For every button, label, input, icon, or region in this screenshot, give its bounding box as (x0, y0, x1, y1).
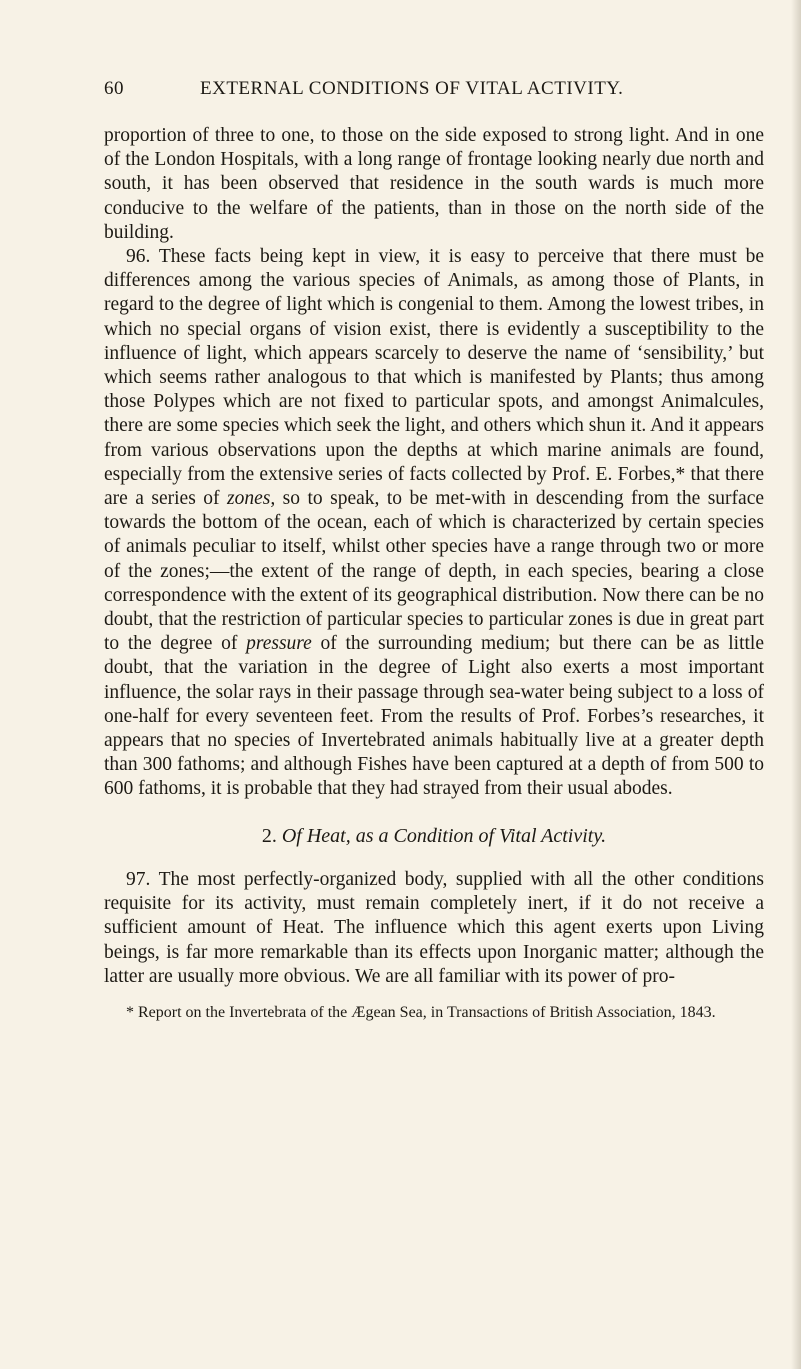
page-edge-shadow (791, 0, 801, 1369)
running-title: EXTERNAL CONDITIONS OF VITAL ACTIVITY. (200, 78, 624, 99)
paragraph-97: 97. The most perfectly-organized body, supplied with all the other conditions requisite for its activity, must remain completely inert, if it do not receive a sufficient amount of Heat. The influence which this agent exerts upon Living beings, is far more remarkable than its effects upon Inorganic matter; although the latter are usually more obvious. We are all familiar with its power of pro- (104, 868, 764, 987)
emphasis-pressure: pressure (246, 633, 312, 655)
section-heading (104, 824, 764, 848)
paragraph-continued: proportion of three to one, to those on the side exposed to strong light. And in one of the London Hospitals, with a long range of frontage looking nearly due north and south, it has been observed that residence in the south wards is much more conducive to the welfare of the patients, than in those on the north side of the building. (104, 125, 764, 243)
page-body (104, 124, 764, 1022)
section-title-b: as a Condition of Vital Activity. (355, 824, 607, 847)
running-header (104, 78, 764, 106)
section-title-a: Of Heat, (281, 824, 351, 847)
paragraph-96-part-a: 96. These facts being kept in view, it is easy to perceive that there must be differences among the various species of Animals, as among those of Plants, in regard to the degree of light which is congenial to them. Among the lowest tribes, in which no special organs of vision exist, there is evidently a susceptibility to the influence of light, which appears scarcely to deserve the name of ‘sensibility,’ but which seems rather analogous to that which is manifested by Plants; thus among those Polypes which are not fixed to particular spots, and amongst Animalcules, there are some species which seek the light, and others which shun it. And it appears from various observations upon the depths at which marine animals are found, especially from the extensive series of facts collected by Prof. E. Forbes,* that there are a series of (104, 246, 764, 510)
paragraph-96-part-c: of the surrounding medium; but there can be as little doubt, that the variation in the degree of Light also exerts a most important influence, the solar rays in their passage through sea-water being subject to a loss of one-half for every seventeen feet. From the results of Prof. Forbes’s researches, it appears that no species of Invertebrated animals habitually live at a greater depth than 300 fathoms; and although Fishes have been captured at a depth of from 500 to 600 fathoms, it is probable that they had strayed from their usual abodes. (104, 633, 764, 800)
emphasis-zones: zones, (226, 488, 276, 510)
page-number: 60 (104, 78, 124, 99)
section-number: 2. (261, 824, 277, 847)
paragraph-96 (104, 245, 764, 802)
paragraph-96-part-b: so to speak, to be met-with in descending from the surface towards the bottom of the ocean, each of which is characterized by certain species of animals peculiar to itself, whilst other species have a range through two or more of the zones;—the extent of the range of depth, in each species, bearing a close correspondence with the extent of its geographical distribution. Now there can be no doubt, that the restriction of particular species to particular zones is due in great part to the degree of (104, 488, 764, 655)
footnote: * Report on the Invertebrata of the Ægean Sea, in Transactions of British Association, 1843. (126, 1003, 716, 1021)
